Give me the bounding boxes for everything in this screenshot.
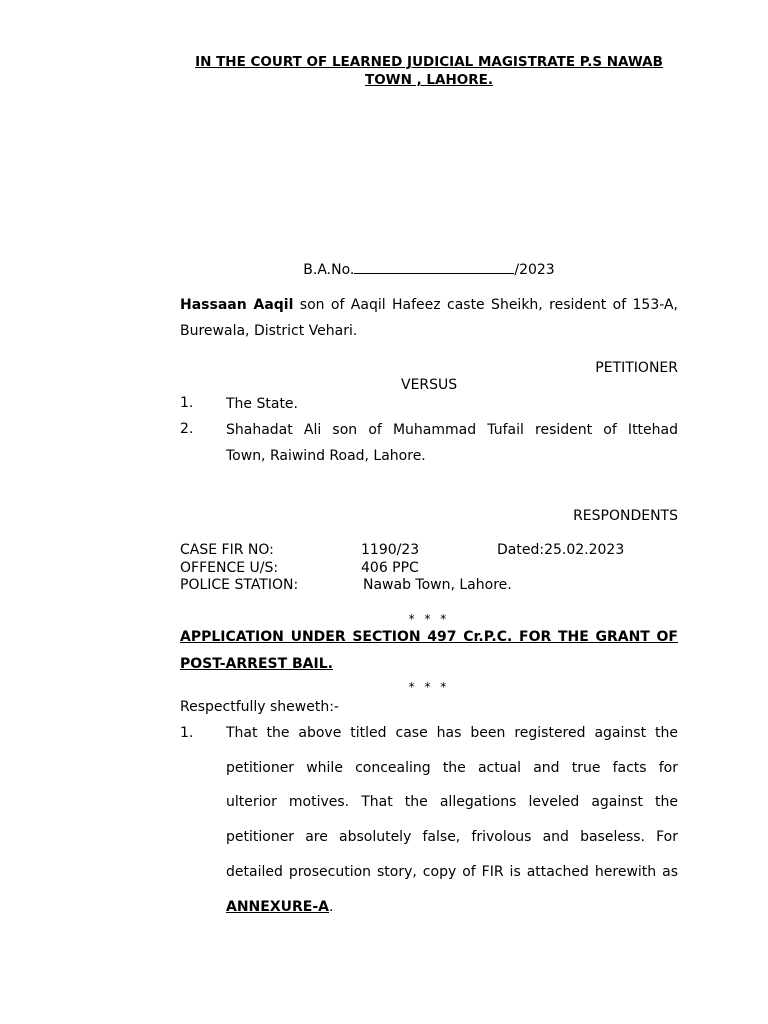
- paragraph-1-annexure-line: [226, 890, 678, 925]
- application-title-line2: POST-ARREST BAIL.: [180, 656, 333, 672]
- respondent-1-number: 1.: [180, 395, 194, 411]
- respondents-role: RESPONDENTS: [573, 508, 678, 524]
- case-fir-label: CASE FIR NO:: [180, 542, 274, 558]
- petitioner-details: [180, 292, 678, 344]
- paragraph-1-line: petitioner are absolutely false, frivolous and baseless. For: [226, 829, 678, 846]
- annexure-period: .: [328, 898, 334, 915]
- paragraph-1-line: petitioner while concealing the actual and true facts for: [226, 759, 678, 776]
- application-title-line1: APPLICATION UNDER SECTION 497 Cr.P.C. FOR THE GRANT OF: [180, 629, 678, 645]
- respondent-2-line2: Town, Raiwind Road, Lahore.: [226, 448, 426, 464]
- application-title: [180, 624, 678, 678]
- separator-stars-top: * * *: [408, 612, 450, 626]
- annexure-reference: ANNEXURE-A: [226, 898, 329, 915]
- petitioner-name: Hassaan Aaqil: [180, 297, 294, 313]
- bail-application-number: [180, 261, 678, 278]
- paragraph-1-line: That the above titled case has been registered against the: [226, 725, 678, 741]
- respondent-2-text: [226, 417, 678, 469]
- court-heading: [180, 53, 678, 89]
- court-heading-line1: IN THE COURT OF LEARNED JUDICIAL MAGISTRATE P.S NAWAB: [195, 54, 663, 70]
- bail-number-prefix: B.A.No.: [303, 262, 355, 278]
- separator-stars-bottom: * * *: [408, 680, 450, 694]
- petitioner-role: PETITIONER: [595, 360, 678, 376]
- paragraph-1-line: ulterior motives. That the allegations leveled against the: [226, 794, 678, 811]
- bail-number-blank: [354, 261, 514, 274]
- court-heading-line2: TOWN , LAHORE.: [365, 72, 493, 88]
- bail-number-suffix: /2023: [514, 262, 555, 278]
- case-fir-value: 1190/23: [361, 542, 420, 558]
- offence-value: 406 PPC: [361, 560, 419, 576]
- paragraph-1-line: detailed prosecution story, copy of FIR is attached herewith as: [226, 863, 678, 880]
- paragraph-1-text: [226, 716, 678, 924]
- petitioner-details-line1: son of Aaqil Hafeez caste Sheikh, resident of 153-A,: [293, 297, 679, 313]
- case-fir-date: Dated:25.02.2023: [497, 542, 625, 558]
- police-station-value: Nawab Town, Lahore.: [363, 577, 512, 593]
- respondent-2-number: 2.: [180, 421, 194, 437]
- versus-label: VERSUS: [401, 377, 458, 393]
- paragraph-1-number: 1.: [180, 725, 194, 741]
- petitioner-details-line2: Burewala, District Vehari.: [180, 323, 358, 339]
- respondent-1-text: The State.: [226, 396, 298, 412]
- offence-label: OFFENCE U/S:: [180, 560, 279, 576]
- respondent-2-line1: Shahadat Ali son of Muhammad Tufail resident of Ittehad: [226, 422, 678, 438]
- police-station-label: POLICE STATION:: [180, 577, 299, 593]
- salutation: Respectfully sheweth:-: [180, 699, 339, 715]
